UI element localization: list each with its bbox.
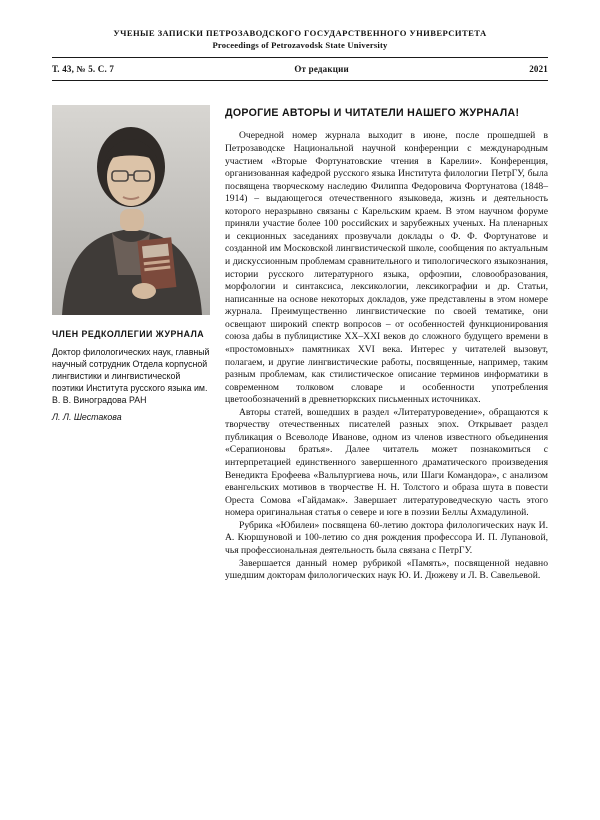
article-paragraph: Авторы статей, вошедших в раздел «Литературоведение», обращаются к творчеству отечественных писателей разных эпох. Открывает раздел публикация о Всеволоде Иванове, одном из членов известного объединения «Серапионовы братья». Далее читатель может познакомиться с интерпретацией единственного завершенного драматического произведения Венедикта Ерофеева «Вальпургиева ночь, или Шаги Командора», с анализом евангельских мотивов в творчестве Н. Н. Толстого и образа шута в повести Ореста Сомова «Гайдамак». Завершает литературоведческую часть этого номера оригинальная статья о севере и юге в поэзии Беллы Ахмадулиной.: [225, 406, 548, 519]
divider-bottom: [52, 80, 548, 81]
journal-title-en: Proceedings of Petrozavodsk State University: [212, 40, 388, 50]
portrait-photo-illustration: [52, 105, 210, 315]
editorial-article: [225, 105, 548, 583]
section-label: От редакции: [294, 64, 349, 74]
issue-meta-row: [52, 64, 548, 74]
editor-role-title: ЧЛЕН РЕДКОЛЛЕГИИ ЖУРНАЛА: [52, 329, 205, 339]
year-label: 2021: [529, 64, 548, 74]
article-paragraph: Очередной номер журнала выходит в июне, после прошедшей в Петрозаводске Национальной научной конференции с международным участием «Вторые Фортунатовские чтения в Карелии». Конференция, организованная кафедрой русского языка Института филологии ПетрГУ, была посвящена творческому наследию Филиппа Федоровича Фортунатова (1848–1914) – выдающегося отечественного языковеда, жизнь и деятельность которого неразрывно связаны с Карельским краем. В этом научном форуме приняли участие более 100 российских и зарубежных ученых. На пленарных и секционных заседаниях прозвучали доклады о Ф. Ф. Фортунатове и созданной им Московской лингвистической школе, сообщения по актуальным и дискуссионным проблемам сравнительного и типологического языкознания, истории русского литературного языка, орфоэпии, словообразования, морфологии и синтаксиса, лексикологии, лексикографии и др. Статьи, написанные на основе некоторых докладов, уже представлены в этом номере журнала. Преимущественно лингвистические по своей тематике, они освещают широкий спектр вопросов – от особенностей функционирования союза дабы в публицистике XX–XXI веков до сложного будущего времени в «простомовных» памятниках XVI века. Интерес у читателей вызовут, полагаем, и другие лингвистические работы, посвященные, например, таким разным проблемам, как стилистическое описание терминов информатики в современном толковом словаре и особенности употребления цветообозначений в древнетюркских письменных источниках.: [225, 130, 548, 406]
editor-sidebar: [52, 105, 210, 583]
editor-portrait-photo: [52, 105, 210, 315]
article-paragraph: Завершается данный номер рубрикой «Память», посвященной недавно ушедшим докторам филологических наук Ю. И. Дюжеву и Л. В. Савельевой.: [225, 557, 548, 582]
editor-credentials: Доктор филологических наук, главный научный сотрудник Отдела корпусной лингвистики и лингвистической поэтики Института русского языка им. В. В. Виноградова РАН: [52, 347, 210, 405]
editor-name: Л. Л. Шестакова: [52, 411, 122, 422]
volume-info: Т. 43, № 5. С. 7: [52, 64, 115, 74]
journal-header: [52, 28, 548, 50]
content-columns: [52, 105, 548, 583]
article-title: ДОРОГИЕ АВТОРЫ И ЧИТАТЕЛИ НАШЕГО ЖУРНАЛА!: [225, 107, 520, 119]
divider-top: [52, 57, 548, 58]
journal-title-ru: УЧЕНЫЕ ЗАПИСКИ ПЕТРОЗАВОДСКОГО ГОСУДАРСТВЕННОГО УНИВЕРСИТЕТА: [113, 28, 487, 38]
article-paragraph: Рубрика «Юбилеи» посвящена 60-летию доктора филологических наук И. А. Кюршуновой и 100-летию со дня рождения профессора И. П. Лупановой, чья профессиональная деятельность была связана с ПетрГУ.: [225, 519, 548, 556]
